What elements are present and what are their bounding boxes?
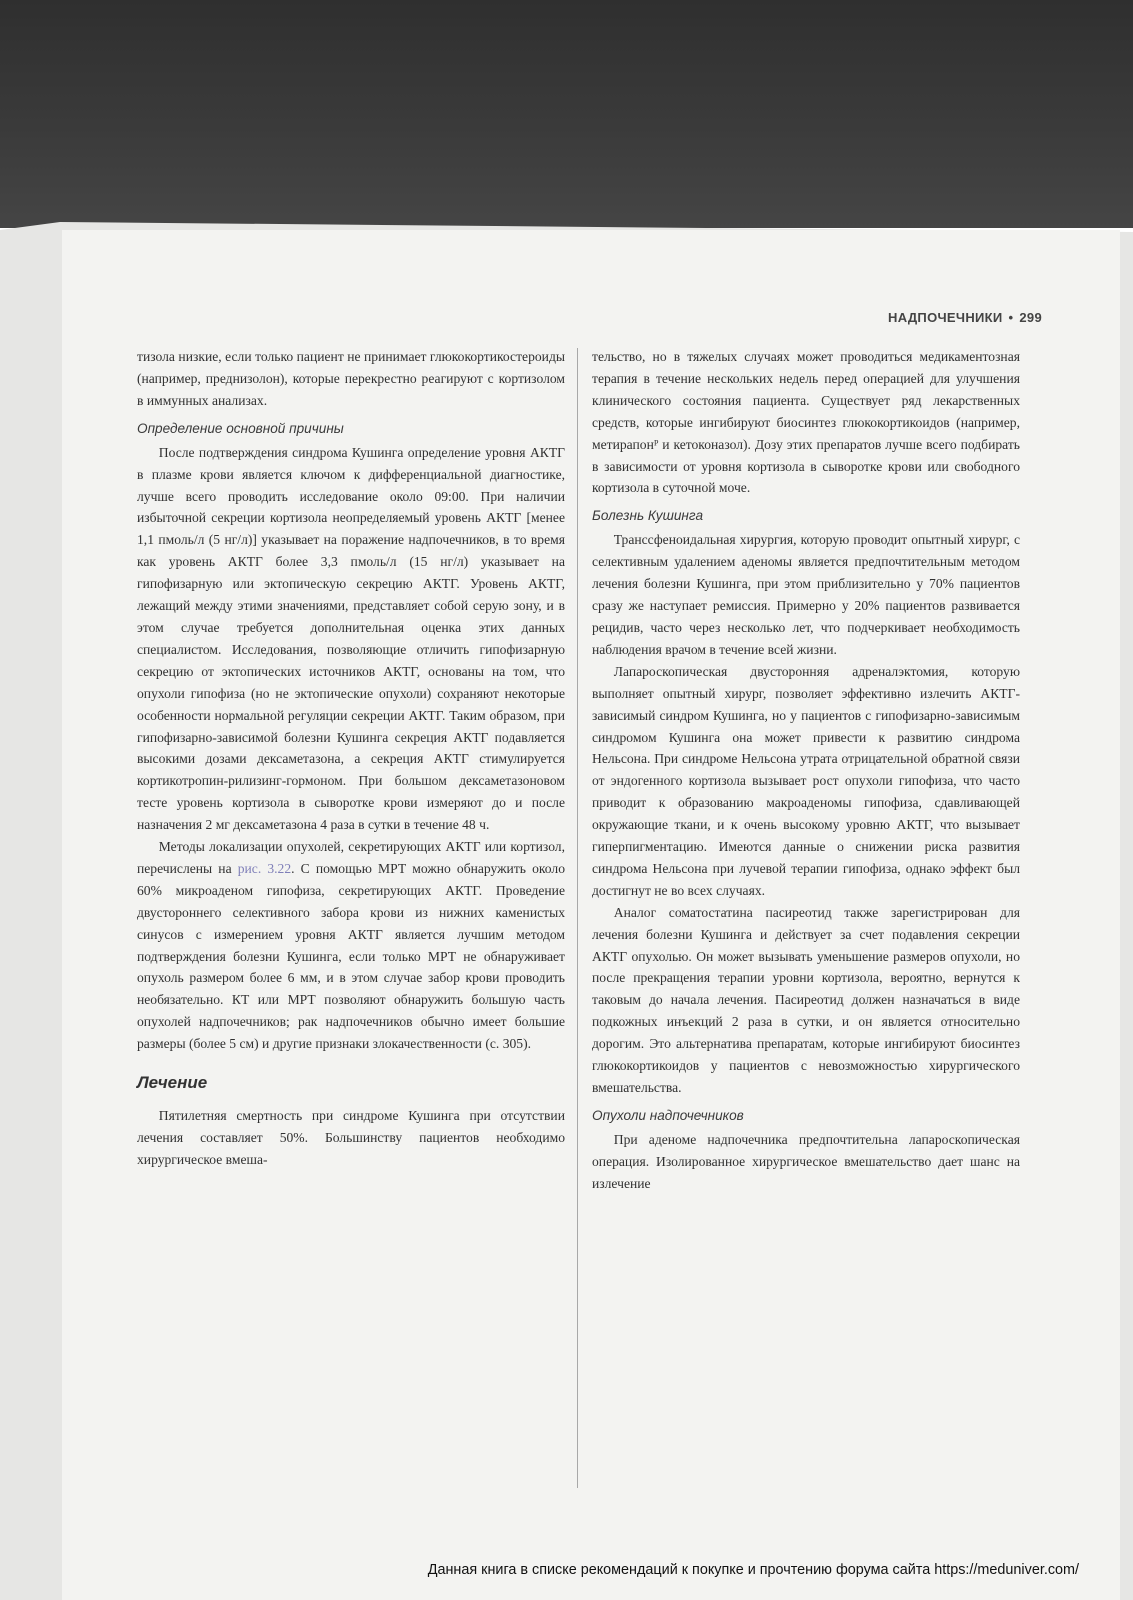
paragraph-localization-start: Методы локализации опухолей, секретирующих АКТГ или кортизол, перечислены на [137, 839, 565, 876]
column-divider [577, 348, 578, 1488]
scan-dark-background [0, 0, 1133, 228]
paragraph-intro: тизола низкие, если только пациент не принимает глюкокортикостероиды (например, преднизолон), которые перекрестно реагируют с кортизолом в иммунных анализах. [137, 349, 565, 408]
paragraph-adrenalectomy: Лапароскопическая двусторонняя адреналэктомия, которую выполняет опытный хирург, позволяет эффективно излечить АКТГ-зависимый синдром Кушинга, но у пациентов с гипофизарно-зависимым синдромом Кушинга она может привести к развитию синдрома Нельсона. При синдроме Нельсона утрата отрицательной обратной связи от эндогенного кортизола вызывает рост опухоли гипофиза, что часто приводит к образованию макроаденомы гипофиза, сдавливающей окружающие ткани, и к очень высокому уровню АКТГ, что вызывает гиперпигментацию. Имеются данные о снижении риска развития синдрома Нельсона при лучевой терапии гипофиза, однако эффект был достигнут не во всех случаях. [592, 663, 1020, 898]
subheading-cause: Определение основной причины [137, 420, 344, 436]
figure-link[interactable]: рис. 3.22 [237, 860, 292, 876]
paragraph-continuation: тельство, но в тяжелых случаях может проводиться медикаментозная терапия в течение нескольких недель перед операцией для улучшения клинического состояния пациента. Существует ряд лекарственных средств, которые ингибируют биосинтез глюкокортикоидов (например, метирапонᴾ и кетоконазол). Дозу этих препаратов лучше всего подбирать в зависимости от уровня кортизола в сыворотке крови или свободного кортизола в суточной моче. [592, 349, 1020, 496]
left-column [137, 346, 565, 1171]
running-head-separator: • [1008, 310, 1014, 325]
subheading-adrenal-tumors: Опухоли надпочечников [592, 1107, 744, 1123]
paragraph-cause-acth: После подтверждения синдрома Кушинга определение уровня АКТГ в плазме крови является ключом к дифференциальной диагностике, лучше всего проводить исследование около 09:00. При наличии избыточной секреции кортизола неопределяемый уровень АКТГ [менее 1,1 пмоль/л (5 нг/л)] указывает на поражение надпочечников, в то время как уровень АКТГ более 3,3 пмоль/л (15 нг/л) указывает на гипофизарную или эктопическую секрецию АКТГ. Уровень АКТГ, лежащий между этими значениями, представляет собой серую зону, и в этом случае требуется дополнительная оценка этих данных специалистом. Исследования, позволяющие отличить гипофизарную секрецию от эктопических источников АКТГ, основаны на том, что опухоли гипофиза (но не эктопические опухоли) сохраняют некоторые особенности нормальной регуляции секреции АКТГ. Таким образом, при гипофизарно-зависимой болезни Кушинга секреция АКТГ подавляется высокими дозами дексаметазона, а секреция АКТГ стимулируется кортикотропин-рилизинг-гормоном. При большом дексаметазоновом тесте уровень кортизола в сыворотке крови измеряют до и после назначения 2 мг дексаметазона 4 раза в сутки в течение 48 ч. [137, 444, 565, 833]
page-number: 299 [1019, 310, 1042, 325]
paragraph-localization-end: . С помощью МРТ можно обнаружить около 60% микроаденом гипофиза, секретирующих АКТГ. Проведение двустороннего селективного забора крови из нижних каменистых синусов с измерением уровня АКТГ является лучшим методом подтверждения болезни Кушинга, если только МРТ не обнаруживает опухоль размером более 6 мм, и в этом случае забор крови проводить необязательно. КТ или МРТ позволяют обнаружить большую часть опухолей надпочечников; рак надпочечников обычно имеет большие размеры (более 5 см) и другие признаки злокачественности (с. 305). [137, 860, 565, 1052]
paragraph-transsphenoidal: Транссфеноидальная хирургия, которую проводит опытный хирург, с селективным удалением аденомы является предпочтительным методом лечения болезни Кушинга, при этом приблизительно у 70% пациентов сразу же наступает ремиссия. Примерно у 20% пациентов развивается рецидив, часто через несколько лет, что подчеркивает необходимость наблюдения врачом в течение всей жизни. [592, 532, 1020, 657]
right-column [592, 346, 1020, 1195]
running-head-section: НАДПОЧЕЧНИКИ [888, 310, 1003, 325]
paragraph-pasireotide: Аналог соматостатина пасиреотид также зарегистрирован для лечения болезни Кушинга и действует за счет подавления секреции АКТГ опухолью. Он может вызывать уменьшение размеров опухоли, но после прекращения терапии уровни кортизола, вероятно, вернутся к таковым до начала лечения. Пасиреотид должен назначаться в виде подкожных инъекций 2 раза в сутки, и он является относительно дорогим. Это альтернатива препаратам, которые ингибируют биосинтез глюкокортикоидов у пациентов с невозможностью хирургического вмешательства. [592, 904, 1020, 1095]
subheading-cushing-disease: Болезнь Кушинга [592, 508, 703, 524]
running-head [780, 310, 1042, 330]
footer-notice: Данная книга в списке рекомендаций к покупке и прочтению форума сайта https://meduniver.com/ [427, 1562, 1079, 1578]
paragraph-treatment: Пятилетняя смертность при синдроме Кушинга при отсутствии лечения составляет 50%. Большинству пациентов необходимо хирургическое вмеша- [137, 1108, 565, 1167]
paragraph-adrenal-adenoma: При аденоме надпочечника предпочтительна лапароскопическая операция. Изолированное хирургическое вмешательство дает шанс на излечение [592, 1131, 1020, 1191]
paragraph-localization [137, 836, 565, 1055]
section-heading-treatment: Лечение [137, 1073, 208, 1093]
